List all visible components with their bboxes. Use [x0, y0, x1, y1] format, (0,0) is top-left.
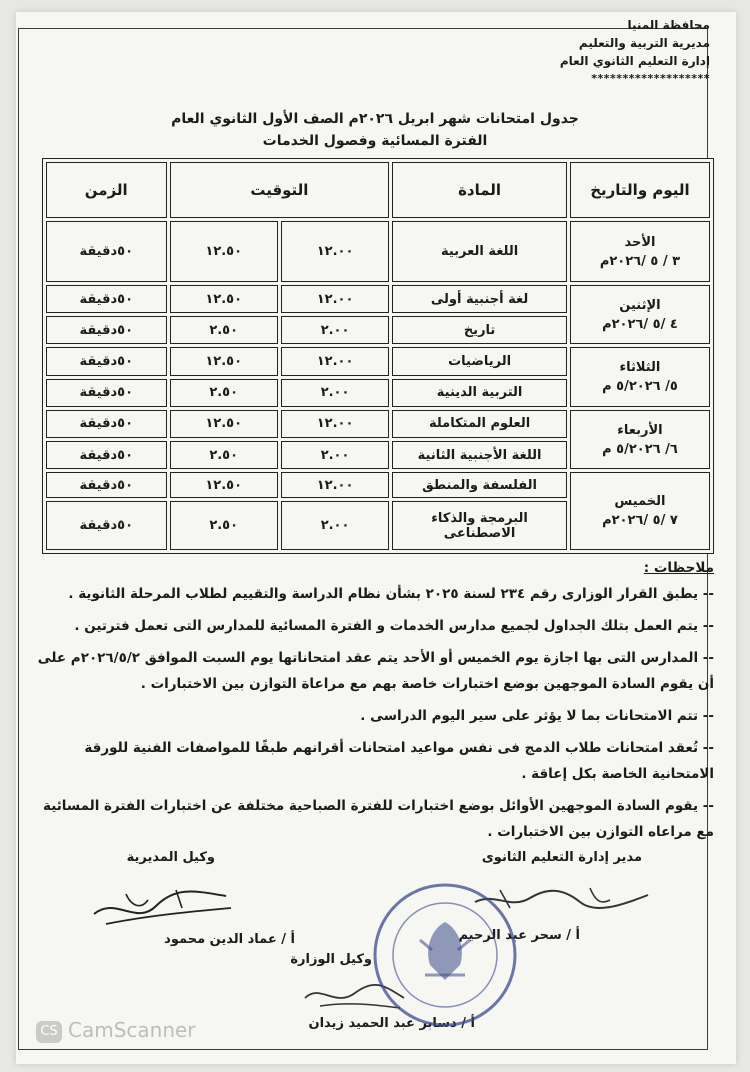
table-row: [46, 285, 710, 313]
end-time-cell: ١٢.٥٠: [170, 221, 278, 282]
camscanner-text: CamScanner: [68, 1018, 196, 1042]
subject-cell: العلوم المتكاملة: [392, 410, 567, 438]
note-item: -- المدارس التى بها اجازة يوم الخميس أو الأحد يتم عقد امتحاناتها يوم السبت الموافق ٢٠٢٦/٥/٢م على أن يقوم السادة الموجهين بوضع اختبارات خاصة بهم مع مراعاة التوازن بين الاختبارات .: [37, 650, 714, 692]
duration-cell: ٥٠دقيقة: [46, 501, 167, 550]
subject-cell: تاريخ: [392, 316, 567, 344]
duration-cell: ٥٠دقيقة: [46, 472, 167, 498]
notes-section: [34, 555, 714, 851]
governorate-name: محافظة المنيا: [627, 18, 710, 32]
duration-cell: ٥٠دقيقة: [46, 410, 167, 438]
end-time-cell: ٢.٥٠: [170, 379, 278, 407]
start-time-cell: ٢.٠٠: [281, 379, 389, 407]
subject-cell: الفلسفة والمنطق: [392, 472, 567, 498]
start-time-cell: ١٢.٠٠: [281, 221, 389, 282]
start-time-cell: ٢.٠٠: [281, 501, 389, 550]
duration-cell: ٥٠دقيقة: [46, 347, 167, 375]
ministry-title: وكيل الوزارة: [290, 952, 372, 967]
deputy-title: وكيل المديرية: [126, 850, 215, 865]
subject-cell: التربية الدينية: [392, 379, 567, 407]
day-cell: الثلاثاء ٥/ ٥/٢٠٢٦ م: [570, 347, 710, 406]
start-time-cell: ٢.٠٠: [281, 316, 389, 344]
end-time-cell: ١٢.٥٠: [170, 410, 278, 438]
subject-cell: البرمجة والذكاء الاصطناعى: [392, 501, 567, 550]
sub-title: الفترة المسائية وفصول الخدمات: [262, 133, 488, 149]
duration-cell: ٥٠دقيقة: [46, 285, 167, 313]
table-row: [46, 221, 710, 282]
start-time-cell: ٢.٠٠: [281, 441, 389, 469]
header-subject: المادة: [392, 162, 567, 218]
table-row: [46, 472, 710, 498]
subject-cell: الرياضيات: [392, 347, 567, 375]
note-item: -- يقوم السادة الموجهين الأوائل بوضع اختبارات للفترة الصباحية مختلفة عن اختبارات الفترة المسائية مع مراعاه التوازن بين الاختبارات .: [43, 798, 714, 840]
subject-cell: لغة أجنبية أولى: [392, 285, 567, 313]
day-cell: الأربعاء ٦/ ٥/٢٠٢٦ م: [570, 410, 710, 469]
table-row: [46, 410, 710, 438]
header-duration: الزمن: [46, 162, 167, 218]
ministry-name: أ / دسابر عبد الحميد زيدان: [308, 1016, 475, 1031]
directorate-name: مديرية التربية والتعليم: [578, 36, 710, 50]
notes-title: ملاحظات :: [643, 560, 714, 576]
header-divider: *******************: [591, 72, 710, 85]
duration-cell: ٥٠دقيقة: [46, 441, 167, 469]
document-titles: [0, 108, 750, 152]
official-stamp: [370, 880, 520, 1030]
note-item: -- يتم العمل بتلك الجداول لجميع مدارس الخدمات و الفترة المسائية للمدارس التى تعمل فترتين .: [74, 618, 714, 634]
note-item: -- تُعقد امتحانات طلاب الدمج فى نفس مواعيد امتحانات أقرانهم طبقًا للمواصفات الفنية للورقة الامتحانية الخاصة بكل إعاقة .: [84, 740, 714, 782]
day-cell: الإثنين ٤ /٥ /٢٠٢٦م: [570, 285, 710, 344]
duration-cell: ٥٠دقيقة: [46, 316, 167, 344]
end-time-cell: ١٢.٥٠: [170, 472, 278, 498]
header-timing: التوقيت: [170, 162, 390, 218]
deputy-name: أ / عماد الدين محمود: [164, 932, 295, 947]
subject-cell: اللغة العربية: [392, 221, 567, 282]
table-row: [46, 347, 710, 375]
end-time-cell: ٢.٥٠: [170, 441, 278, 469]
end-time-cell: ١٢.٥٠: [170, 347, 278, 375]
deputy-signature: [86, 876, 236, 936]
subject-cell: اللغة الأجنبية الثانية: [392, 441, 567, 469]
camscanner-icon: CS: [36, 1021, 62, 1043]
exam-schedule-table: [42, 158, 714, 554]
note-item: -- يطبق القرار الوزارى رقم ٢٣٤ لسنة ٢٠٢٥ بشأن نظام الدراسة والتقييم لطلاب المرحلة الثانوية .: [68, 586, 714, 602]
director-title: مدير إدارة التعليم الثانوى: [481, 850, 642, 865]
header-day-date: اليوم والتاريخ: [570, 162, 710, 218]
camscanner-watermark: [36, 1018, 196, 1043]
letterhead: [490, 16, 710, 88]
day-cell: الخميس ٧ /٥ /٢٠٢٦م: [570, 472, 710, 550]
end-time-cell: ٢.٥٠: [170, 316, 278, 344]
start-time-cell: ١٢.٠٠: [281, 285, 389, 313]
start-time-cell: ١٢.٠٠: [281, 472, 389, 498]
duration-cell: ٥٠دقيقة: [46, 379, 167, 407]
end-time-cell: ٢.٥٠: [170, 501, 278, 550]
main-title: جدول امتحانات شهر ابريل ٢٠٢٦م الصف الأول الثانوي العام: [171, 111, 579, 127]
administration-name: إدارة التعليم الثانوي العام: [559, 54, 710, 68]
start-time-cell: ١٢.٠٠: [281, 410, 389, 438]
director-name: أ / سحر عبد الرحيم: [458, 928, 580, 943]
duration-cell: ٥٠دقيقة: [46, 221, 167, 282]
day-cell: الأحد ٣ / ٥ /٢٠٢٦م: [570, 221, 710, 282]
end-time-cell: ١٢.٥٠: [170, 285, 278, 313]
note-item: -- تتم الامتحانات بما لا يؤثر على سير اليوم الدراسى .: [360, 708, 714, 724]
start-time-cell: ١٢.٠٠: [281, 347, 389, 375]
